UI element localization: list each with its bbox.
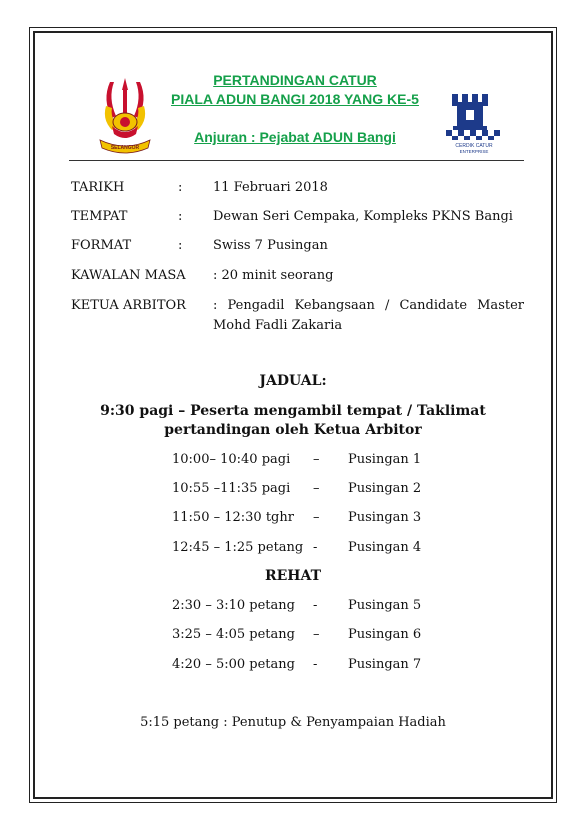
info-label: TARIKH <box>71 180 125 195</box>
schedule-row <box>0 540 586 560</box>
info-value: : 20 minit seorang <box>213 268 334 283</box>
schedule-heading: JADUAL: <box>259 373 327 389</box>
info-colon: : <box>178 209 183 224</box>
info-value: Dewan Seri Cempaka, Kompleks PKNS Bangi <box>213 209 513 224</box>
schedule-row <box>0 598 586 618</box>
schedule-round: Pusingan 2 <box>348 481 422 496</box>
organizer-line: Anjuran : Pejabat ADUN Bangi <box>194 129 396 145</box>
schedule-time: 10:00– 10:40 pagi <box>172 452 291 467</box>
schedule-round: Pusingan 6 <box>348 627 422 642</box>
schedule-time: 3:25 – 4:05 petang <box>172 627 295 642</box>
schedule-dash: - <box>313 598 318 613</box>
closing-ceremony: 5:15 petang : Penutup & Penyampaian Hadiah <box>140 715 446 730</box>
event-subtitle: PIALA ADUN BANGI 2018 YANG KE-5 <box>171 91 419 107</box>
header-divider <box>69 160 524 161</box>
schedule-row <box>0 510 586 530</box>
schedule-dash: – <box>313 627 320 642</box>
schedule-row <box>0 481 586 501</box>
schedule-intro-line1: 9:30 pagi – Peserta mengambil tempat / Taklimat <box>100 403 486 419</box>
info-label: FORMAT <box>71 238 132 253</box>
schedule-time: 12:45 – 1:25 petang <box>172 540 304 555</box>
schedule-round: Pusingan 1 <box>348 452 422 467</box>
schedule-row <box>0 657 586 677</box>
schedule-time: 4:20 – 5:00 petang <box>172 657 295 672</box>
info-colon: : <box>178 180 183 195</box>
schedule-dash: – <box>313 452 320 467</box>
info-value: : Pengadil Kebangsaan / Candidate Master <box>213 298 524 313</box>
schedule-dash: – <box>313 481 320 496</box>
info-label: TEMPAT <box>71 209 128 224</box>
event-title: PERTANDINGAN CATUR <box>213 72 377 88</box>
info-colon: : <box>178 238 183 253</box>
break-label: REHAT <box>264 568 322 584</box>
schedule-row <box>0 627 586 647</box>
schedule-round: Pusingan 3 <box>348 510 422 525</box>
schedule-round: Pusingan 4 <box>348 540 422 555</box>
schedule-dash: – <box>313 510 320 525</box>
right-logo-text-1: CERDIK CATUR <box>455 143 493 149</box>
schedule-time: 11:50 – 12:30 tghr <box>172 510 294 525</box>
info-label: KETUA ARBITOR <box>71 298 186 313</box>
info-value-continued: Mohd Fadli Zakaria <box>213 318 343 333</box>
info-row-chief-arbiter <box>71 296 524 336</box>
schedule-dash: - <box>313 540 318 555</box>
info-value: Swiss 7 Pusingan <box>213 238 328 253</box>
schedule-time: 10:55 –11:35 pagi <box>172 481 291 496</box>
schedule-round: Pusingan 5 <box>348 598 422 613</box>
right-logo-text-2: ENTERPRISE <box>459 149 489 154</box>
left-logo-text: SELANGOR <box>110 145 140 151</box>
info-label: KAWALAN MASA <box>71 268 186 283</box>
info-value: 11 Februari 2018 <box>213 180 328 195</box>
schedule-round: Pusingan 7 <box>348 657 422 672</box>
schedule-dash: - <box>313 657 318 672</box>
schedule-row <box>0 452 586 472</box>
schedule-intro-line2: pertandingan oleh Ketua Arbitor <box>164 422 422 438</box>
schedule-time: 2:30 – 3:10 petang <box>172 598 295 613</box>
